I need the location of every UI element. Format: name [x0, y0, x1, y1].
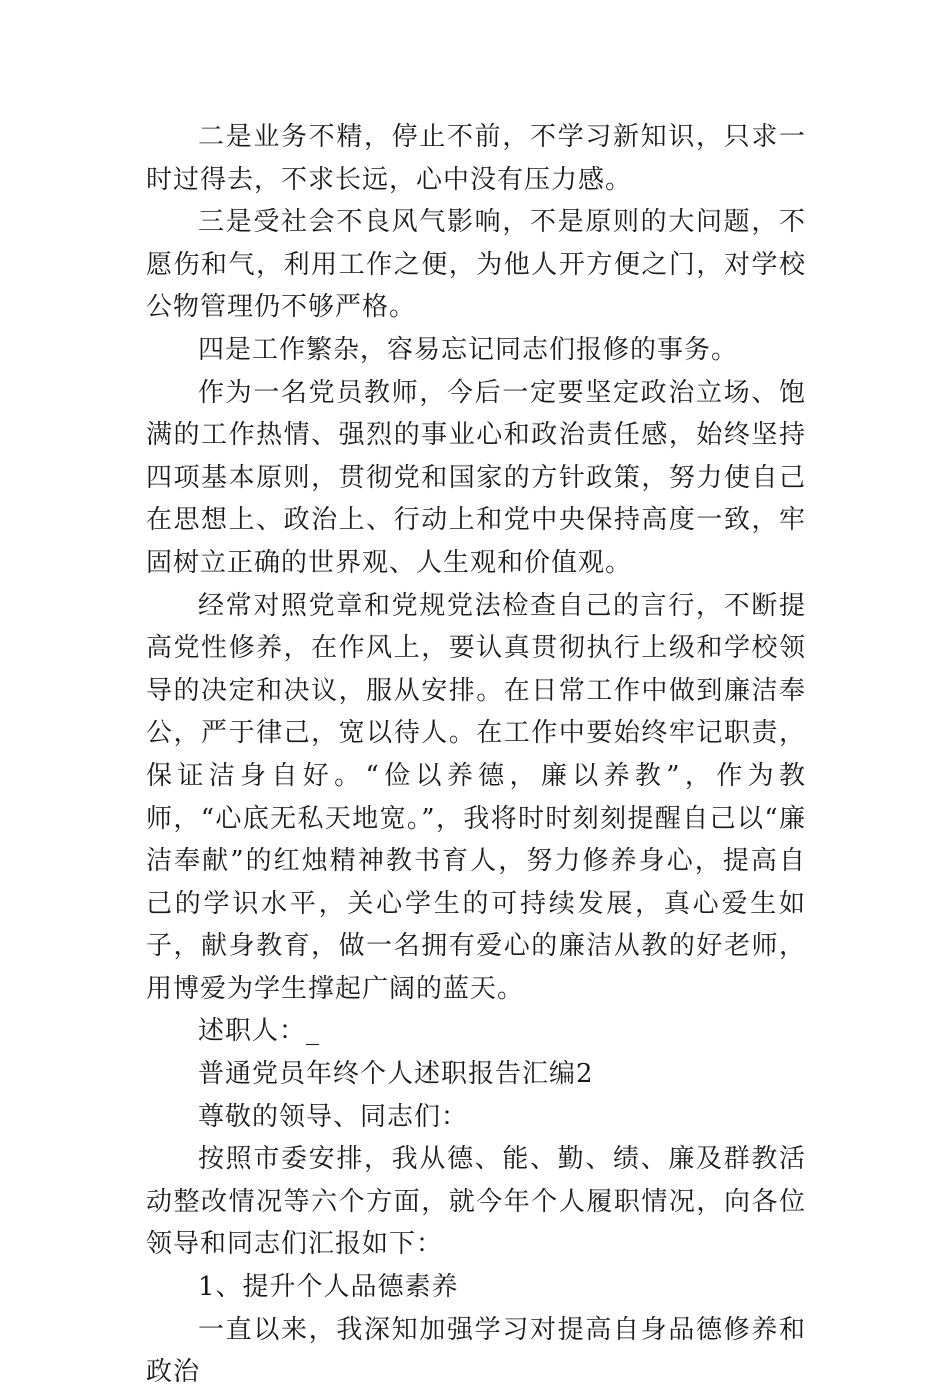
salutation: 尊敬的领导、同志们： [198, 1101, 469, 1132]
paragraph-self-discipline: 经常对照党章和党规党法检查自己的言行，不断提高党性修养，在作风上，要认真贯彻执行上级和学校领导的决定和决议，服从安排。在日常工作中做到廉洁奉公，严于律己，宽以待人。在工作中要始终牢记职责，保证洁身自好。“俭以养德，廉以养教”，作为教师，“心底无私天地宽。”，我将时时刻刻提醒自己以“廉洁奉献”的红烛精神教书育人，努力修养身心，提高自己的学识水平，关心学生的可持续发展，真心爱生如子，献身教育，做一名拥有爱心的廉洁从教的好老师，用博爱为学生撑起广阔的蓝天。 [146, 590, 806, 1004]
section-heading-1: 1、提升个人品德素养 [198, 1272, 459, 1303]
paragraph-weakness-2: 二是业务不精，停止不前，不学习新知识，只求一时过得去，不求长远，心中没有压力感。 [146, 122, 806, 195]
paragraph-section-1-start: 一直以来，我深知加强学习对提高自身品德修养和政治 [146, 1314, 806, 1388]
paragraph-weakness-4: 四是工作繁杂，容易忘记同志们报修的事务。 [198, 334, 739, 365]
paragraph-commitment: 作为一名党员教师，今后一定要坚定政治立场、饱满的工作热情、强烈的事业心和政治责任感，始终坚持四项基本原则，贯彻党和国家的方针政策，努力使自己在思想上、政治上、行动上和党中央保持高度一致，牢固树立正确的世界观、人生观和价值观。 [146, 377, 806, 578]
document-body [146, 116, 806, 1394]
paragraph-intro: 按照市委安排，我从德、能、勤、绩、廉及群教活动整改情况等六个方面，就今年个人履职情况，向各位领导和同志们汇报如下： [146, 1144, 806, 1260]
reporter-signature-line: 述职人：_ [198, 1016, 321, 1047]
paragraph-weakness-3: 三是受社会不良风气影响，不是原则的大问题，不愿伤和气，利用工作之便，为他人开方便之门，对学校公物管理仍不够严格。 [146, 207, 806, 323]
report-2-title: 普通党员年终个人述职报告汇编2 [198, 1059, 594, 1090]
